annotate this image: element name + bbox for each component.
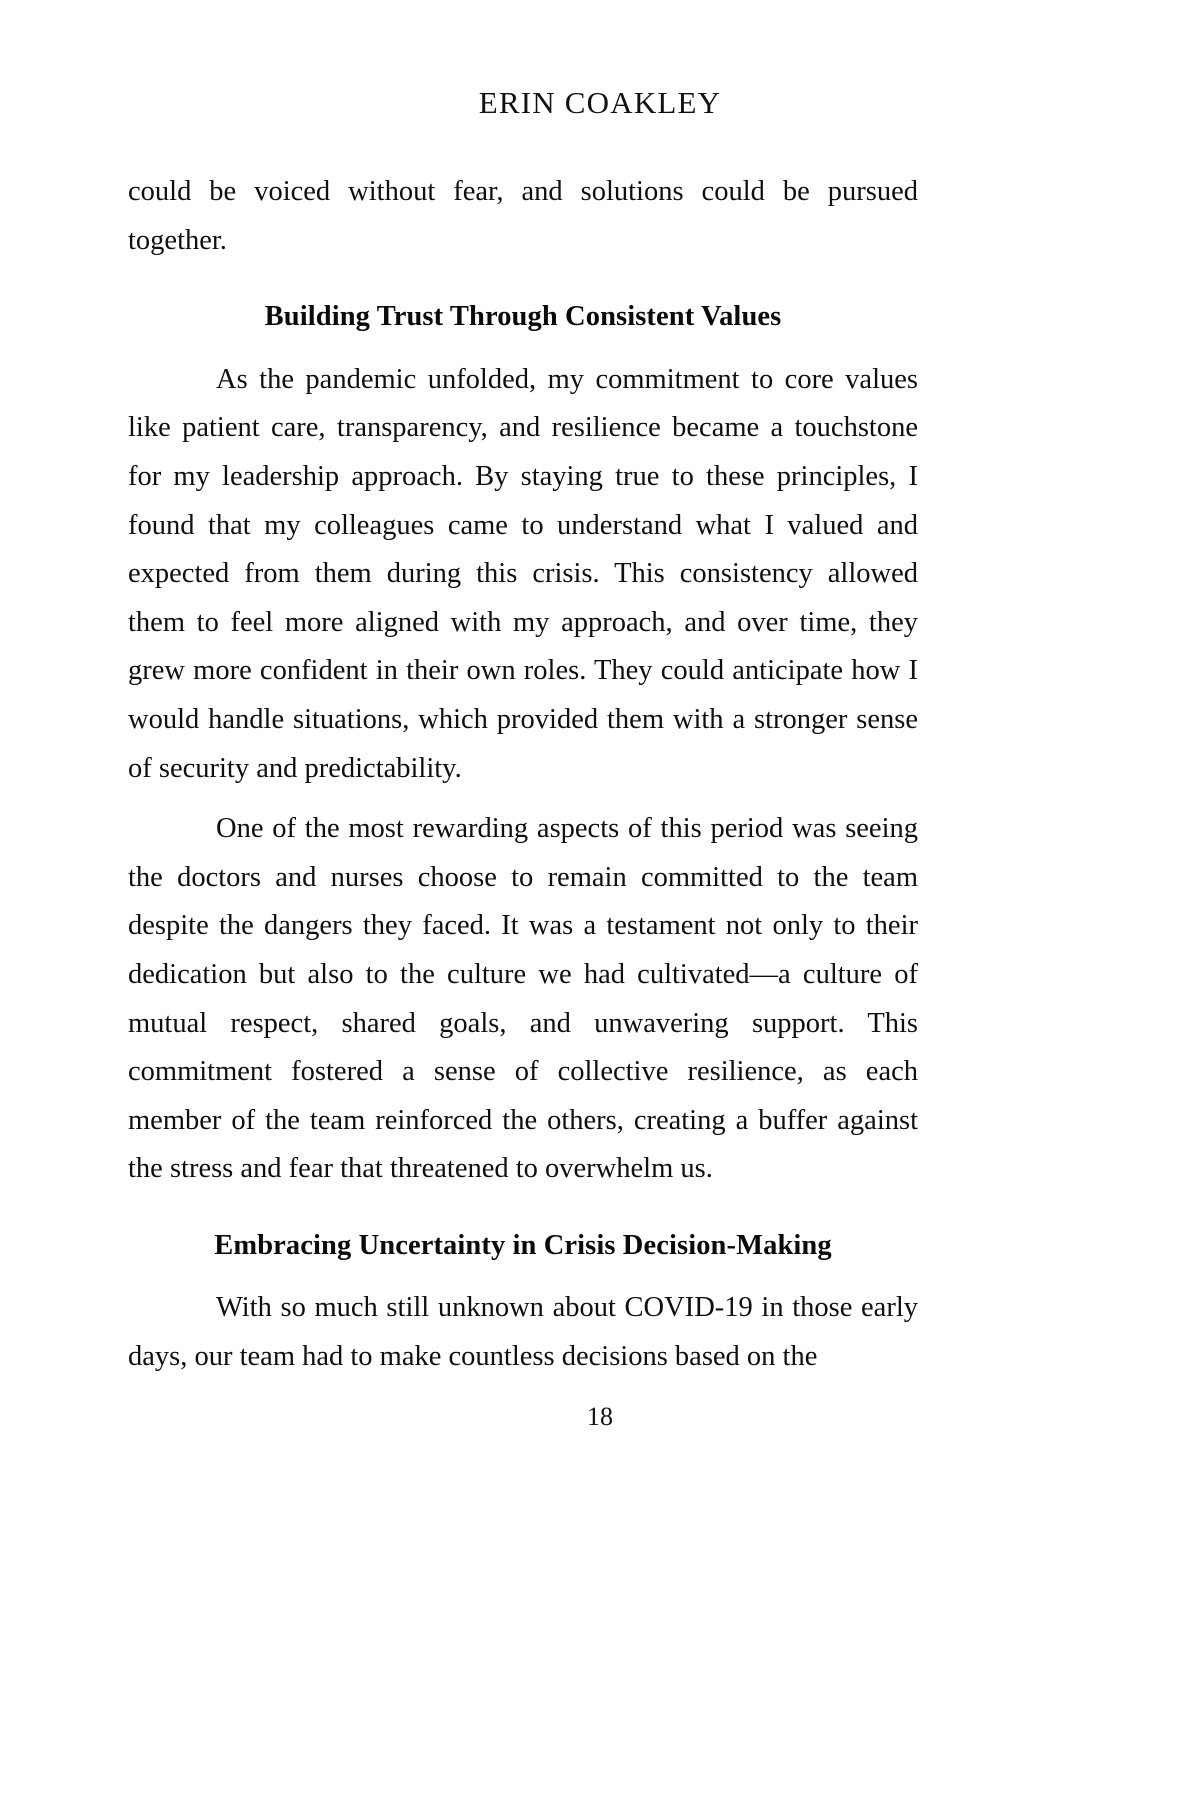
section-heading-embracing-uncertainty: Embracing Uncertainty in Crisis Decision-Making: [214, 1229, 832, 1261]
paragraph-spacer-1: [128, 793, 918, 805]
running-head: ERIN COAKLEY: [478, 85, 722, 120]
paragraph-1: As the pandemic unfolded, my commitment to core values like patient care, transparency, and resilience became a touchstone for my leadership approach. By staying true to these principles, I found that my colleagues came to understand what I valued and expected from them during this crisis. This consistency allowed them to feel more aligned with my approach, and over time, they grew more confident in their own roles. They could anticipate how I would handle situations, which provided them with a stronger sense of security and predictability.: [128, 363, 918, 784]
paragraph-continued: could be voiced without fear, and solutions could be pursued together.: [128, 176, 918, 256]
section-heading-building-trust: Building Trust Through Consistent Values: [264, 301, 782, 333]
page-number: 18: [587, 1402, 613, 1431]
paragraph-2: One of the most rewarding aspects of this period was seeing the doctors and nurses choose to remain committed to the team despite the dangers they faced. It was a testament not only to their dedication but also to the culture we had cultivated—a culture of mutual respect, shared goals, and unwavering support. This commitment fostered a sense of collective resilience, as each member of the team reinforced the others, creating a buffer against the stress and fear that threatened to overwhelm us.: [128, 813, 918, 1185]
paragraph-3: With so much still unknown about COVID-19 in those early days, our team had to make countless decisions based on the: [128, 1292, 918, 1373]
text-column: [128, 168, 918, 1382]
